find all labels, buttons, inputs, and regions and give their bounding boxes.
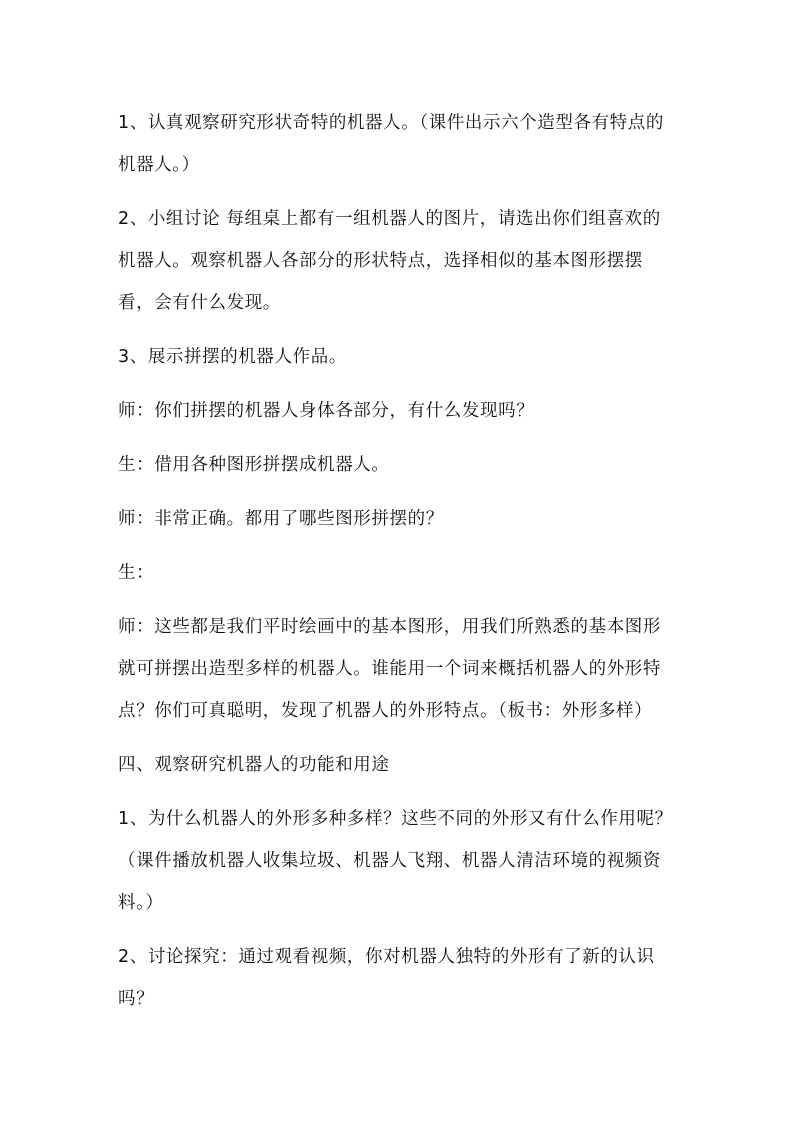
paragraph-observe-robots: 1、认真观察研究形状奇特的机器人。（课件出示六个造型各有特点的机器人。） xyxy=(118,113,664,175)
paragraph-student-answer: 生：借用各种图形拼摆成机器人。 xyxy=(118,455,390,475)
document-body xyxy=(118,102,678,1032)
paragraph-show-works: 3、展示拼摆的机器人作品。 xyxy=(118,347,347,367)
paragraph-teacher-followup: 师：非常正确。都用了哪些图形拼摆的？ xyxy=(118,509,444,529)
paragraph-why-shapes: 1、为什么机器人的外形多种多样？这些不同的外形又有什么作用呢？（课件播放机器人收集垃圾、机器人飞翔、机器人清洁环境的视频资料。） xyxy=(118,809,673,913)
paragraph-group-discussion: 2、小组讨论 每组桌上都有一组机器人的图片，请选出你们组喜欢的机器人。观察机器人各部分的形状特点，选择相似的基本图形摆摆看，会有什么发现。 xyxy=(118,209,661,313)
paragraph-discuss-explore: 2、讨论探究：通过观看视频，你对机器人独特的外形有了新的认识吗？ xyxy=(118,947,655,1009)
paragraph-teacher-question: 师：你们拼摆的机器人身体各部分，有什么发现吗？ xyxy=(118,401,535,421)
section-heading-functions: 四、观察研究机器人的功能和用途 xyxy=(118,755,390,775)
paragraph-teacher-summary: 师：这些都是我们平时绘画中的基本图形，用我们所熟悉的基本图形就可拼摆出造型多样的机器人。谁能用一个词来概括机器人的外形特点？你们可真聪明，发现了机器人的外形特点。（板书：外形多样） xyxy=(118,617,661,721)
paragraph-student-blank: 生： xyxy=(118,563,155,583)
